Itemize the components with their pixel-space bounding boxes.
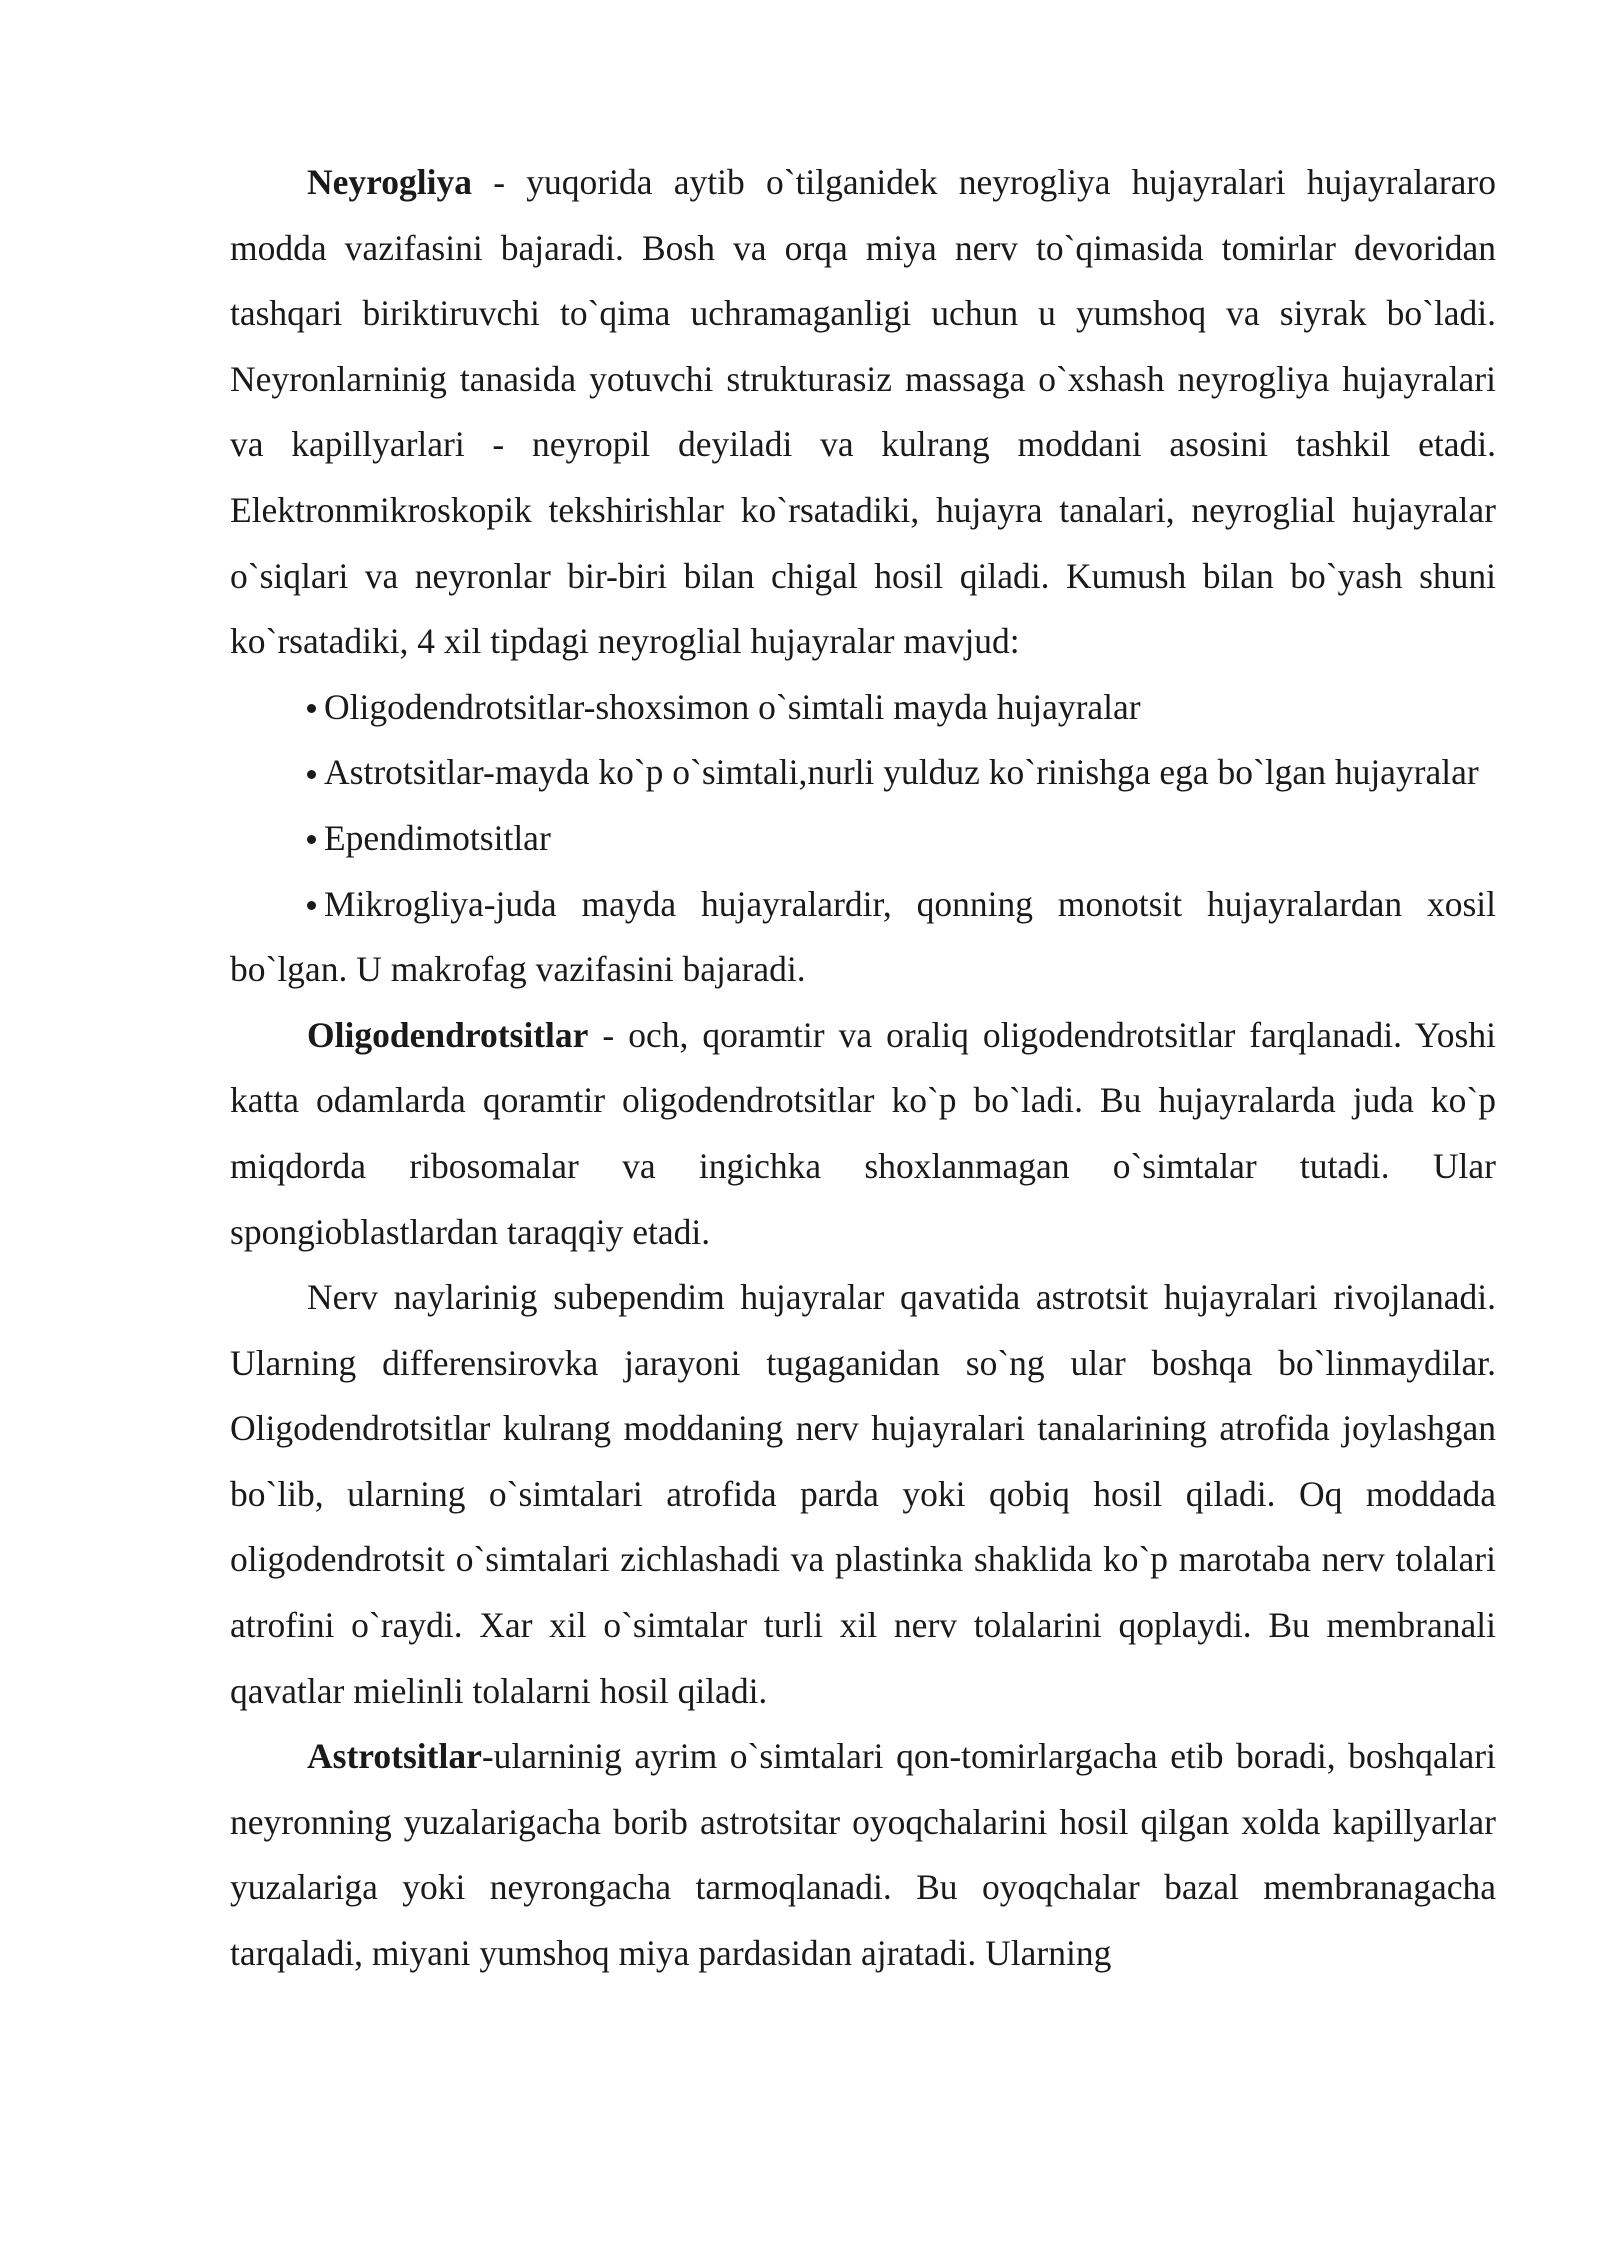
list-item-text: Ependimotsitlar	[324, 817, 551, 858]
paragraph-neyrogliya	[230, 150, 1496, 675]
bullet-icon	[307, 770, 316, 779]
heading-neyrogliya: Neyrogliya	[307, 162, 472, 202]
paragraph-text: - yuqorida aytib o`tilganidek neyrogliya hujayralari hujayralararo modda vazifasini bajaradi. Bosh va orqa miya nerv to`qimasida tomirlar devoridan tashqari biriktiruvchi to`qima uchramaganligi uchun u yumshoq va siyrak bo`ladi. Neyronlarninig tanasida yotuvchi strukturasiz massaga o`xshash neyrogliya hujayralari va kapillyarlari - neyropil deyiladi va kulrang moddani asosini tashkil etadi. Elektronmikroskopik tekshirishlar ko`rsatadiki, hujayra tanalari, neyroglial hujayralar o`siqlari va neyronlar bir-biri bilan chigal hosil qiladi. Kumush bilan bo`yash shuni ko`rsatadiki, 4 xil tipdagi neyroglial hujayralar mavjud:	[230, 162, 1496, 662]
paragraph-text: Nerv naylarinig subependim hujayralar qavatida astrotsit hujayralari rivojlanadi. Ularning differensirovka jarayoni tugaganidan so`ng ular boshqa bo`linmaydilar. Oligodendrotsitlar kulrang moddaning nerv hujayralari tanalarining atrofida joylashgan bo`lib, ularning o`simtalari atrofida parda yoki qobiq hosil qiladi. Oq moddada oligodendrotsit o`simtalari zichlashadi va plastinka shaklida ko`p marotaba nerv tolalari atrofini o`raydi. Xar xil o`simtalar turli xil nerv tolalarini qoplaydi. Bu membranali qavatlar mielinli tolalarni hosil qiladi.	[230, 1277, 1496, 1711]
paragraph-nerv-naylari	[230, 1265, 1496, 1724]
list-item-text: Mikrogliya-juda mayda hujayralardir, qonning monotsit hujayralardan xosil bo`lgan. U makrofag vazifasini bajaradi.	[230, 883, 1496, 990]
document-page	[230, 150, 1496, 1987]
list-item	[230, 675, 1496, 741]
paragraph-text: -ularninig ayrim o`simtalari qon-tomirlargacha etib boradi, boshqalari neyronning yuzalarigacha borib astrotsitar oyoqchalarini hosil qilgan xolda kapillyarlar yuzalariga yoki neyrongacha tarmoqlanadi. Bu oyoqchalar bazal membranagacha tarqaladi, miyani yumshoq miya pardasidan ajratadi. Ularning	[230, 1736, 1496, 1974]
paragraph-text: - och, qoramtir va oraliq oligodendrotsitlar farqlanadi. Yoshi katta odamlarda qoramtir oligodendrotsitlar ko`p bo`ladi. Bu hujayralarda juda ko`p miqdorda ribosomalar va ingichka shoxlanmagan o`simtalar tutadi. Ular spongioblastlardan taraqqiy etadi.	[230, 1014, 1496, 1252]
paragraph-oligodendrotsitlar	[230, 1003, 1496, 1265]
list-item	[230, 806, 1496, 872]
bullet-icon	[307, 835, 316, 844]
bullet-icon	[307, 704, 316, 713]
list-item	[230, 872, 1496, 1003]
list-item-text: Oligodendrotsitlar-shoxsimon o`simtali mayda hujayralar	[324, 686, 1141, 727]
bullet-icon	[307, 901, 316, 910]
heading-oligodendrotsitlar: Oligodendrotsitlar	[307, 1014, 589, 1055]
list-item	[230, 740, 1496, 806]
heading-astrotsitlar: Astrotsitlar	[307, 1736, 482, 1777]
list-item-text: Astrotsitlar-mayda ko`p o`simtali,nurli yulduz ko`rinishga ega bo`lgan hujayralar	[324, 752, 1479, 793]
paragraph-astrotsitlar	[230, 1724, 1496, 1986]
